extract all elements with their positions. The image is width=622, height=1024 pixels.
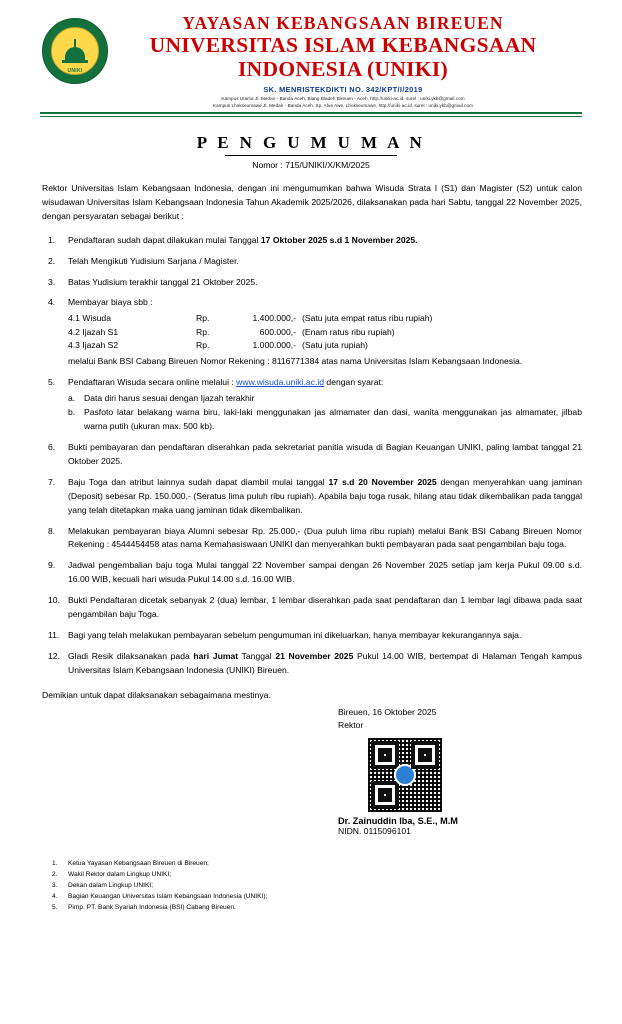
list-item: Dekan dalam Lingkup UNIKI; — [68, 882, 154, 889]
signature-position: Rektor — [338, 719, 364, 730]
item-3-text: Batas Yudisium terakhir tanggal 21 Oktober 2025. — [68, 276, 258, 287]
item-4-bank-info: melalui Bank BSI Cabang Bireuen Nomor Rekening : 8116771384 atas nama Universitas Islam Kebangsaan Indonesia. — [68, 356, 523, 367]
fee-currency: Rp. — [196, 339, 210, 350]
requirements-list — [42, 234, 582, 678]
foundation-name: YAYASAN KEBANGSAAN BIREUEN — [182, 13, 504, 33]
item-8-text: Melakukan pembayaran biaya Alumni sebesar Rp. 25.000,- (Dua puluh lima ribu rupiah) melalui Bank BSI Cabang Bireuen Nomor Rekening : 4544454458 atas nama Kemahasiswaan UNIKI dan menyerahkan bukti pembayaran pada saat pengambilan baju toga. — [68, 525, 582, 550]
fee-label: 4.1 Wisuda — [68, 313, 111, 324]
header-divider — [0, 112, 622, 117]
item-12-date: 21 November 2025 — [275, 650, 354, 661]
item-11-text: Bagi yang telah melakukan pembayaran sebelum pengumuman ini dikeluarkan, hanya membayar kekurangannya saja. — [68, 630, 522, 641]
fee-note: (Satu juta empat ratus ribu rupiah) — [302, 313, 433, 324]
title-block — [0, 133, 622, 170]
signature-block — [42, 706, 582, 836]
list-item — [42, 476, 582, 518]
list-item — [42, 255, 582, 269]
table-row — [68, 312, 582, 325]
item-2-text: Telah Mengikuti Yudisium Sarjana / Magister. — [68, 255, 239, 266]
item-4-heading: Membayar biaya sbb : — [68, 297, 153, 308]
university-logo — [42, 18, 108, 84]
item-5-subitems — [68, 392, 582, 434]
fee-note: (Satu juta rupiah) — [302, 339, 368, 350]
letterhead — [0, 0, 622, 108]
fee-amount: 1.000.000,- — [252, 339, 296, 350]
campus-branch-address: Kampus Lhokseumawe Jl. Medan - Banda Aceh, Sp. Alue Awe, Lhokseumawe, http://uniki-ac.id, surel : uniki.ykb@gmail.com — [213, 102, 473, 108]
item-12-text: Gladi Resik dilaksanakan pada — [68, 650, 194, 661]
signature-nidn: NIDN. 0115096101 — [338, 825, 411, 836]
title-underline — [225, 155, 397, 156]
cc-list — [52, 858, 582, 914]
list-item: Ketua Yayasan Kebangsaan Bireuen di Bireuen; — [68, 859, 209, 867]
qr-code — [368, 738, 442, 812]
fee-currency: Rp. — [196, 326, 210, 337]
list-item: Bagian Keuangan Universitas Islam Kebangsaan Indonesia (UNIKI); — [68, 893, 268, 901]
item-5a-text: Data diri harus sesuai dengan Ijazah terakhir — [84, 393, 255, 404]
list-item — [68, 392, 582, 406]
list-item — [42, 629, 582, 643]
page-title: P E N G U M U M A N — [196, 132, 426, 152]
signature-place-date: Bireuen, 16 Oktober 2025 — [338, 706, 437, 717]
closing-paragraph: Demikian untuk dapat dilaksanakan sebagaimana mestinya. — [42, 689, 271, 700]
fee-note: (Enam ratus ribu rupiah) — [302, 326, 395, 337]
item-10-text: Bukti Pendaftaran dicetak sebanyak 2 (dua) lembar, 1 lembar diserahkan pada saat pendaftaran dan 1 lembar lagi dibawa pada saat pengambilan baju Toga. — [68, 595, 582, 620]
decree-number: SK. MENRISTEKDIKTI NO. 342/KPT/I/2019 — [263, 84, 423, 94]
list-item — [42, 376, 582, 434]
item-1-dates: 17 Oktober 2025 s.d 1 November 2025. — [260, 234, 418, 245]
item-9-text: Jadwal pengembalian baju toga Mulai tanggal 22 November sampai dengan 26 November 2025 setiap jam kerja Pukul 09.00 s.d. 16.00 WIB, kecuali hari wisuda Pukul 14.00 s.d. 16.00 WIB. — [68, 560, 582, 585]
mosque-dome-icon — [62, 39, 88, 63]
list-item — [68, 406, 582, 434]
item-12-day: hari Jumat — [193, 650, 239, 661]
item-7-dates: 17 s.d 20 November 2025 — [328, 476, 437, 487]
list-item: Wakil Rektor dalam Lingkup UNIKI; — [68, 870, 172, 878]
list-item — [42, 559, 582, 587]
closing-paragraph-wrap — [0, 690, 622, 836]
list-item — [42, 296, 582, 369]
table-row — [68, 326, 582, 339]
list-item — [42, 650, 582, 678]
list-item — [42, 525, 582, 553]
cc-list-wrap — [0, 858, 622, 914]
logo-label: UNIKI — [67, 68, 83, 74]
fee-currency: Rp. — [196, 313, 210, 324]
fee-table — [68, 312, 582, 352]
item-12-mid: Tanggal — [238, 650, 276, 661]
list-item — [42, 594, 582, 622]
document-number: Nomor : 715/UNIKI/X/KM/2025 — [252, 159, 370, 170]
intro-paragraph: Rektor Universitas Islam Kebangsaan Indonesia, dengan ini mengumumkan bahwa Wisuda Strata I (S1) dan Magister (S2) untuk calon wisudawan Universitas Islam Kebangsaan Indonesia Tahun Akademik 2025/2026, dilaksanakan pada hari Sabtu, tanggal 22 November 2025, dengan persyaratan sebagai berikut : — [42, 182, 582, 221]
fee-amount: 600.000,- — [259, 326, 296, 337]
item-12-suffix: Pukul 14.00 WIB, bertempat di Halaman Tengah kampus Universitas Islam Kebangsaan Indonesia (UNIKI) Bireuen. — [68, 650, 583, 675]
registration-link[interactable]: www.wisuda.uniki.ac.id — [236, 377, 325, 388]
campus-main-address: Kampus Utama Jl. Medan - Banda Aceh, Blang Bladeh Bireuen - Aceh, http://uniki-ac.id, surel : uniki.ykb@gmail.com — [221, 95, 465, 101]
item-5-text: Pendaftaran Wisuda secara online melalui : — [68, 377, 237, 388]
signature-name: Dr. Zainuddin Iba, S.E., M.M — [338, 815, 458, 826]
fee-label: 4.2 Ijazah S1 — [68, 326, 119, 337]
sub-marker-a: a. — [68, 393, 76, 404]
document-body — [0, 182, 622, 678]
fee-label: 4.3 Ijazah S2 — [68, 339, 119, 350]
table-row — [68, 339, 582, 352]
list-item — [42, 441, 582, 469]
item-6-text: Bukti pembayaran dan pendaftaran diserahkan pada sekretariat panitia wisuda di Bagian Keuangan UNIKI, paling lambat tanggal 21 Oktober 2025. — [68, 441, 582, 466]
item-5b-text: Pasfoto latar belakang warna biru, laki-laki menggunakan jas almamater dan dasi, wanita menggunakan jas almamater, jilbab warna putih (ukuran max. 500 kb). — [84, 407, 582, 431]
item-7-text: Baju Toga dan atribut lainnya sudah dapat diambil mulai tanggal — [68, 476, 329, 487]
item-5-suffix: dengan syarat: — [324, 377, 384, 388]
fee-amount: 1.400.000,- — [252, 313, 296, 324]
sub-marker-b: b. — [68, 407, 76, 418]
list-item — [42, 234, 582, 248]
item-1-text: Pendaftaran sudah dapat dilakukan mulai Tanggal — [68, 234, 261, 245]
list-item: Pimp. PT. Bank Syariah Indonesia (BSI) Cabang Bireuen. — [68, 904, 236, 912]
university-name: UNIVERSITAS ISLAM KEBANGSAAN INDONESIA (UNIKI) — [149, 33, 537, 82]
item-7-suffix: dengan menyerahkan uang jaminan (Deposit) sebesar Rp. 150.000,- (Seratus lima puluh ribu rupiah). Apabila baju toga rusak, hilang atau tidak dikembalikan pada tanggal yang telah ditetapkan maka uang jaminan tidak dikembalikan. — [68, 476, 582, 515]
list-item — [42, 276, 582, 290]
